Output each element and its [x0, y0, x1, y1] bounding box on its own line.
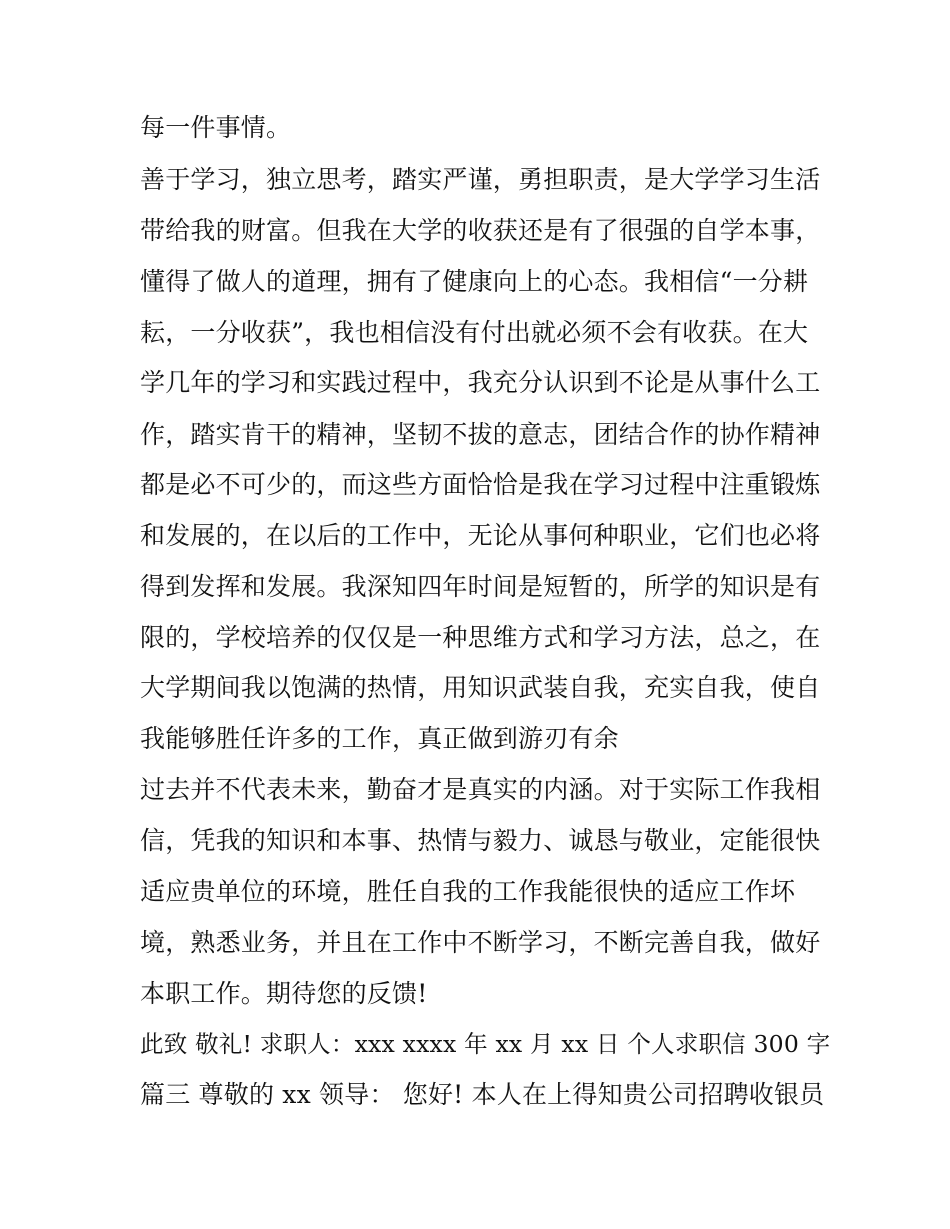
text-line: 适应贵单位的环境，胜任自我的工作我能很快的适应工作坏 [140, 877, 796, 906]
text-line: 过去并不代表未来，勤奋才是真实的内涵。对于实际工作我相 [140, 775, 821, 804]
text-line: 带给我的财富。但我在大学的收获还是有了很强的自学本事， [140, 216, 821, 245]
text-line: 境，熟悉业务，并且在工作中不断学习，不断完善自我，做好 [140, 928, 821, 957]
text-line: 大学期间我以饱满的热情，用知识武装自我，充实自我，使自 [140, 673, 821, 702]
text-line: 此致 敬礼! 求职人：xxx xxxx 年 xx 月 xx 日 个人求职信 300 字 [140, 1030, 831, 1058]
text-line: 得到发挥和发展。我深知四年时间是短暂的，所学的知识是有 [140, 572, 821, 601]
text-line: 我能够胜任许多的工作，真正做到游刃有余 [140, 724, 619, 753]
text-line: 本职工作。期待您的反馈! [140, 979, 428, 1008]
text-line: 作，踏实肯干的精神，坚韧不拔的意志，团结合作的协作精神 [140, 420, 821, 449]
text-line: 限的，学校培养的仅仅是一种思维方式和学习方法，总之，在 [140, 623, 821, 652]
text-line: 都是必不可少的，而这些方面恰恰是我在学习过程中注重锻炼 [140, 470, 821, 499]
text-line: 篇三 尊敬的 xx 领导： 您好! 本人在上得知贵公司招聘收银员 [140, 1080, 825, 1109]
text-line: 和发展的，在以后的工作中，无论从事何种职业，它们也必将 [140, 521, 821, 550]
text-line: 每一件事情。 [140, 113, 292, 142]
text-line: 懂得了做人的道理，拥有了健康向上的心态。我相信“一分耕 [140, 267, 809, 296]
text-line: 善于学习，独立思考，踏实严谨，勇担职责，是大学学习生活 [140, 165, 821, 194]
text-line: 耘，一分收获”，我也相信没有付出就必须不会有收获。在大 [140, 318, 809, 347]
text-line: 学几年的学习和实践过程中，我充分认识到不论是从事什么工 [140, 368, 821, 397]
text-line: 信，凭我的知识和本事、热情与毅力、诚恳与敬业，定能很快 [140, 826, 821, 855]
